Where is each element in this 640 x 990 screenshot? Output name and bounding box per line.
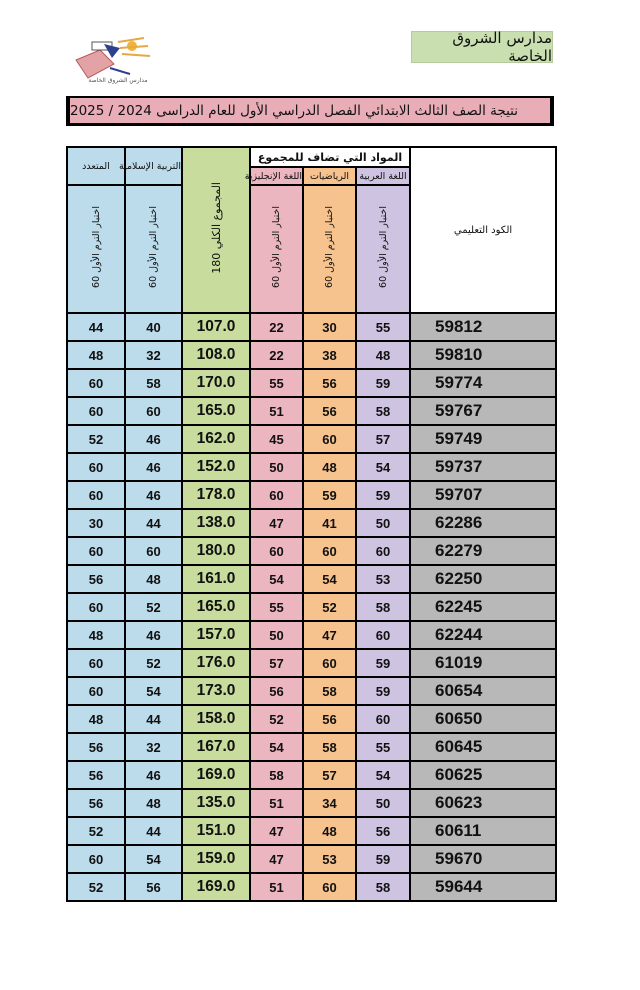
cell-math: 47	[303, 621, 356, 649]
cell-total: 107.0	[182, 313, 250, 341]
cell-code: 60625	[410, 761, 556, 789]
cell-math: 60	[303, 537, 356, 565]
cell-english: 22	[250, 313, 303, 341]
cell-math: 56	[303, 369, 356, 397]
table-row	[67, 677, 556, 705]
header-multi-exam	[67, 185, 125, 313]
table-row	[67, 341, 556, 369]
cell-multi: 56	[67, 565, 125, 593]
cell-math: 60	[303, 425, 356, 453]
table-row	[67, 621, 556, 649]
cell-english: 60	[250, 537, 303, 565]
cell-arabic: 48	[356, 341, 410, 369]
header-math-exam	[303, 185, 356, 313]
cell-code: 59737	[410, 453, 556, 481]
cell-religion: 46	[125, 481, 182, 509]
cell-total: 173.0	[182, 677, 250, 705]
cell-total: 135.0	[182, 789, 250, 817]
cell-multi: 48	[67, 621, 125, 649]
table-row	[67, 397, 556, 425]
cell-multi: 60	[67, 845, 125, 873]
cell-multi: 52	[67, 425, 125, 453]
cell-multi: 60	[67, 369, 125, 397]
cell-religion: 32	[125, 733, 182, 761]
cell-multi: 60	[67, 649, 125, 677]
cell-arabic: 60	[356, 621, 410, 649]
header-religion: التربية الإسلامية	[125, 147, 182, 185]
cell-code: 62286	[410, 509, 556, 537]
cell-arabic: 54	[356, 453, 410, 481]
cell-arabic: 56	[356, 817, 410, 845]
cell-arabic: 58	[356, 593, 410, 621]
cell-english: 47	[250, 509, 303, 537]
header-arabic-exam	[356, 185, 410, 313]
cell-code: 62244	[410, 621, 556, 649]
cell-english: 58	[250, 761, 303, 789]
cell-code: 59644	[410, 873, 556, 901]
cell-arabic: 58	[356, 397, 410, 425]
cell-multi: 60	[67, 537, 125, 565]
header-math: الرياضيات	[303, 167, 356, 185]
cell-total: 108.0	[182, 341, 250, 369]
cell-multi: 52	[67, 817, 125, 845]
cell-multi: 60	[67, 677, 125, 705]
cell-math: 48	[303, 817, 356, 845]
cell-multi: 56	[67, 761, 125, 789]
cell-religion: 44	[125, 509, 182, 537]
cell-multi: 60	[67, 481, 125, 509]
cell-math: 60	[303, 873, 356, 901]
cell-code: 59774	[410, 369, 556, 397]
exam-label: اختبار الترم الأول 60	[377, 206, 389, 288]
cell-religion: 54	[125, 677, 182, 705]
cell-english: 57	[250, 649, 303, 677]
cell-english: 51	[250, 789, 303, 817]
cell-total: 152.0	[182, 453, 250, 481]
table-row	[67, 733, 556, 761]
table-row	[67, 817, 556, 845]
cell-religion: 48	[125, 565, 182, 593]
header-total-cell	[182, 147, 250, 313]
cell-math: 48	[303, 453, 356, 481]
table-row	[67, 705, 556, 733]
cell-arabic: 59	[356, 481, 410, 509]
table-row	[67, 873, 556, 901]
table-row	[67, 593, 556, 621]
cell-code: 59670	[410, 845, 556, 873]
cell-math: 58	[303, 677, 356, 705]
cell-english: 51	[250, 397, 303, 425]
cell-religion: 60	[125, 397, 182, 425]
cell-multi: 48	[67, 341, 125, 369]
cell-arabic: 54	[356, 761, 410, 789]
table-row	[67, 649, 556, 677]
title-bar	[66, 96, 554, 126]
header-code: الكود التعليمي	[410, 147, 556, 313]
table-row	[67, 453, 556, 481]
cell-math: 60	[303, 649, 356, 677]
cell-total: 162.0	[182, 425, 250, 453]
cell-code: 59767	[410, 397, 556, 425]
cell-total: 169.0	[182, 761, 250, 789]
table-row	[67, 789, 556, 817]
cell-religion: 52	[125, 593, 182, 621]
cell-arabic: 59	[356, 649, 410, 677]
cell-arabic: 59	[356, 845, 410, 873]
table-row	[67, 369, 556, 397]
table-row	[67, 509, 556, 537]
cell-math: 56	[303, 705, 356, 733]
header-total: المجموع الكلي 180	[209, 182, 223, 274]
header-religion-exam	[125, 185, 182, 313]
cell-religion: 40	[125, 313, 182, 341]
cell-religion: 52	[125, 649, 182, 677]
cell-math: 59	[303, 481, 356, 509]
cell-total: 138.0	[182, 509, 250, 537]
cell-arabic: 58	[356, 873, 410, 901]
page-title: نتيجة الصف الثالث الابتدائي الفصل الدراسي الأول للعام الدراسى 2024 / 2025	[70, 102, 518, 119]
cell-multi: 56	[67, 789, 125, 817]
cell-total: 165.0	[182, 593, 250, 621]
cell-english: 47	[250, 845, 303, 873]
cell-english: 60	[250, 481, 303, 509]
cell-multi: 30	[67, 509, 125, 537]
cell-math: 34	[303, 789, 356, 817]
cell-arabic: 60	[356, 537, 410, 565]
cell-total: 161.0	[182, 565, 250, 593]
cell-english: 22	[250, 341, 303, 369]
cell-code: 60654	[410, 677, 556, 705]
cell-total: 158.0	[182, 705, 250, 733]
cell-total: 165.0	[182, 397, 250, 425]
cell-multi: 60	[67, 593, 125, 621]
cell-code: 62279	[410, 537, 556, 565]
cell-religion: 48	[125, 789, 182, 817]
table-row	[67, 481, 556, 509]
cell-math: 52	[303, 593, 356, 621]
cell-code: 59810	[410, 341, 556, 369]
table-row	[67, 761, 556, 789]
cell-religion: 56	[125, 873, 182, 901]
cell-religion: 46	[125, 453, 182, 481]
cell-total: 180.0	[182, 537, 250, 565]
cell-math: 57	[303, 761, 356, 789]
cell-math: 53	[303, 845, 356, 873]
cell-arabic: 50	[356, 789, 410, 817]
cell-math: 41	[303, 509, 356, 537]
cell-total: 151.0	[182, 817, 250, 845]
cell-english: 50	[250, 621, 303, 649]
cell-english: 47	[250, 817, 303, 845]
cell-religion: 46	[125, 621, 182, 649]
cell-math: 54	[303, 565, 356, 593]
cell-code: 59707	[410, 481, 556, 509]
table-row	[67, 313, 556, 341]
cell-multi: 44	[67, 313, 125, 341]
cell-code: 60611	[410, 817, 556, 845]
cell-multi: 60	[67, 453, 125, 481]
exam-label: اختبار الترم الأول 60	[90, 206, 102, 288]
cell-english: 45	[250, 425, 303, 453]
cell-math: 30	[303, 313, 356, 341]
header-arabic: اللغة العربية	[356, 167, 410, 185]
cell-arabic: 59	[356, 677, 410, 705]
table-row	[67, 845, 556, 873]
logo-caption: مدارس الشروق الخاصة	[88, 77, 148, 84]
cell-arabic: 59	[356, 369, 410, 397]
cell-math: 56	[303, 397, 356, 425]
cell-arabic: 55	[356, 733, 410, 761]
exam-label: اختبار الترم الأول 60	[271, 206, 282, 288]
cell-english: 52	[250, 705, 303, 733]
table-row	[67, 425, 556, 453]
table-row	[67, 565, 556, 593]
cell-multi: 52	[67, 873, 125, 901]
cell-english: 51	[250, 873, 303, 901]
cell-code: 60645	[410, 733, 556, 761]
table-row	[67, 537, 556, 565]
cell-total: 178.0	[182, 481, 250, 509]
cell-religion: 58	[125, 369, 182, 397]
header-english-exam	[250, 185, 303, 313]
cell-total: 159.0	[182, 845, 250, 873]
cell-religion: 44	[125, 817, 182, 845]
cell-religion: 46	[125, 425, 182, 453]
cell-code: 60650	[410, 705, 556, 733]
cell-total: 170.0	[182, 369, 250, 397]
results-table	[66, 146, 557, 902]
school-name-box	[411, 31, 553, 63]
header-group-title: المواد التي تضاف للمجموع	[250, 147, 410, 167]
cell-multi: 60	[67, 397, 125, 425]
cell-arabic: 50	[356, 509, 410, 537]
cell-arabic: 60	[356, 705, 410, 733]
cell-code: 60623	[410, 789, 556, 817]
cell-code: 62250	[410, 565, 556, 593]
cell-total: 167.0	[182, 733, 250, 761]
cell-math: 38	[303, 341, 356, 369]
cell-english: 55	[250, 369, 303, 397]
header-english: اللغة الإنجليزية	[250, 167, 303, 185]
cell-code: 62245	[410, 593, 556, 621]
school-name: مدارس الشروق الخاصة	[452, 29, 552, 65]
cell-code: 59812	[410, 313, 556, 341]
cell-multi: 56	[67, 733, 125, 761]
cell-english: 54	[250, 733, 303, 761]
cell-total: 157.0	[182, 621, 250, 649]
cell-religion: 44	[125, 705, 182, 733]
cell-code: 61019	[410, 649, 556, 677]
cell-religion: 60	[125, 537, 182, 565]
cell-english: 56	[250, 677, 303, 705]
cell-total: 176.0	[182, 649, 250, 677]
cell-total: 169.0	[182, 873, 250, 901]
exam-label: اختبار الترم الأول 60	[148, 206, 159, 288]
cell-arabic: 55	[356, 313, 410, 341]
cell-english: 55	[250, 593, 303, 621]
school-logo	[70, 34, 162, 86]
header-multi: المتعدد	[67, 147, 125, 185]
cell-religion: 54	[125, 845, 182, 873]
cell-code: 59749	[410, 425, 556, 453]
exam-label: اختبار الترم الأول 60	[324, 206, 335, 288]
cell-arabic: 57	[356, 425, 410, 453]
cell-religion: 46	[125, 761, 182, 789]
cell-religion: 32	[125, 341, 182, 369]
cell-math: 58	[303, 733, 356, 761]
cell-multi: 48	[67, 705, 125, 733]
cell-english: 50	[250, 453, 303, 481]
cell-english: 54	[250, 565, 303, 593]
cell-arabic: 53	[356, 565, 410, 593]
